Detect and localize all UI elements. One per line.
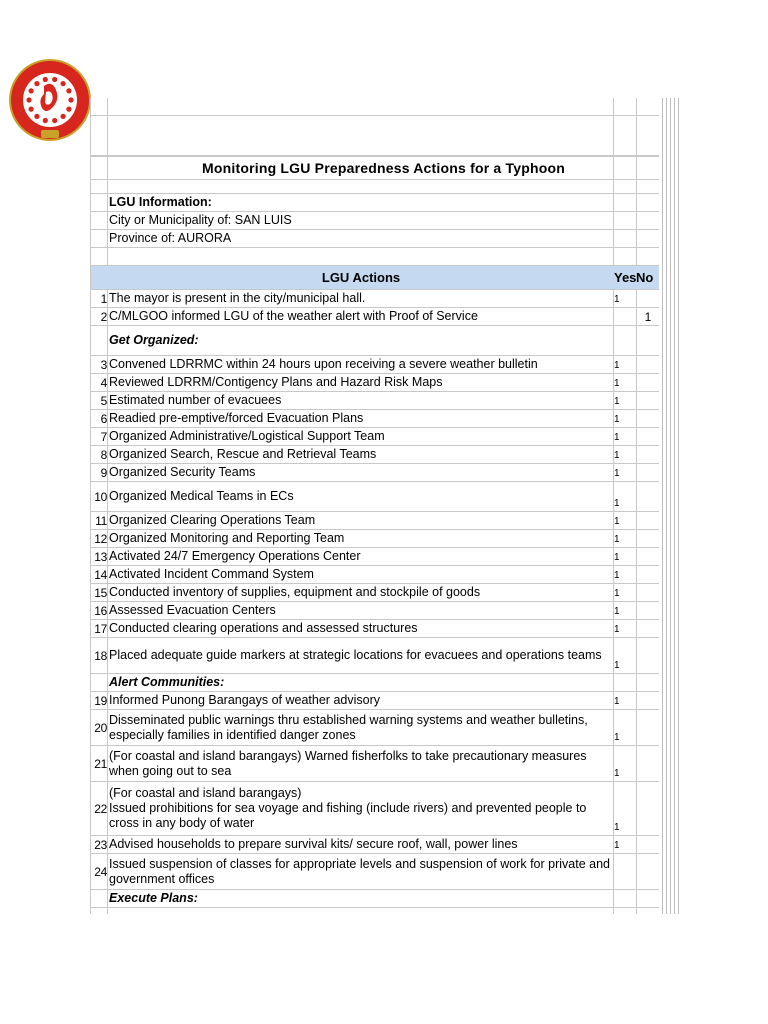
yes-cell: 1 — [614, 660, 620, 671]
action-text: Organized Clearing Operations Team — [109, 513, 316, 527]
table-row — [91, 782, 659, 836]
seal-figure — [34, 114, 39, 119]
yes-cell: 1 — [614, 696, 620, 707]
lgu-info-heading: LGU Information: — [109, 195, 212, 209]
row-number: 24 — [94, 864, 107, 879]
seal-figure — [34, 81, 39, 86]
row-number: 12 — [94, 531, 107, 546]
no-cell — [638, 710, 658, 745]
yes-cell — [614, 308, 636, 325]
action-text: (For coastal and island barangays) Issued prohibitions for sea voyage and fishing (include rivers) and prevented people to cross in any body of water — [109, 786, 587, 830]
page-title: Monitoring LGU Preparedness Actions for a Typhoon — [202, 160, 565, 176]
action-text: The mayor is present in the city/municipal hall. — [109, 291, 366, 305]
seal-figure — [29, 88, 34, 93]
action-text: Conducted clearing operations and assessed structures — [109, 621, 418, 635]
seal-figure — [29, 107, 34, 112]
action-text: Organized Administrative/Logistical Support Team — [109, 429, 385, 443]
action-text: Reviewed LDRRM/Contigency Plans and Hazard Risk Maps — [109, 375, 443, 389]
seal-figure — [43, 77, 48, 82]
action-text: Placed adequate guide markers at strategic locations for evacuees and operations teams — [109, 648, 602, 662]
yes-cell: 1 — [614, 534, 620, 545]
table-row — [91, 602, 659, 620]
no-cell — [638, 620, 658, 637]
no-cell — [638, 782, 658, 835]
action-text: Activated Incident Command System — [109, 567, 314, 581]
table-row — [91, 620, 659, 638]
row-number: 3 — [100, 357, 107, 372]
sheet-row — [91, 248, 659, 266]
section-row — [91, 890, 659, 908]
no-cell — [638, 530, 658, 547]
row-number: 9 — [100, 465, 107, 480]
row-number: 16 — [94, 603, 107, 618]
seal-figure — [61, 114, 66, 119]
row-number: 8 — [100, 447, 107, 462]
table-row — [91, 548, 659, 566]
table-row — [91, 410, 659, 428]
header-no: No — [636, 270, 654, 285]
yes-cell: 1 — [614, 498, 620, 509]
table-row — [91, 392, 659, 410]
yes-cell: 1 — [614, 468, 620, 479]
action-text: Disseminated public warnings thru established warning systems and weather bulletins, especially families in identified danger zones — [109, 712, 588, 742]
row-number: 17 — [94, 621, 107, 636]
table-row — [91, 584, 659, 602]
table-row — [91, 710, 659, 746]
no-cell — [638, 464, 658, 481]
row-number: 11 — [95, 513, 107, 528]
table-row — [91, 638, 659, 674]
row-number: 6 — [100, 411, 107, 426]
table-row — [91, 482, 659, 512]
no-cell — [638, 428, 658, 445]
table-row — [91, 446, 659, 464]
no-cell — [638, 482, 658, 511]
row-number: 18 — [94, 648, 107, 663]
row-number: 20 — [94, 720, 107, 735]
no-cell — [638, 290, 658, 307]
yes-cell: 1 — [614, 450, 620, 461]
no-cell — [638, 836, 658, 853]
row-number: 19 — [94, 693, 107, 708]
seal-figure — [61, 81, 66, 86]
table-row — [91, 512, 659, 530]
sheet-row — [91, 180, 659, 194]
seal-figure — [66, 107, 71, 112]
table-row — [91, 854, 659, 890]
no-cell: 1 — [644, 309, 652, 324]
city-municipality: City or Municipality of: SAN LUIS — [109, 213, 292, 227]
table-row — [91, 746, 659, 782]
no-cell — [638, 548, 658, 565]
seal-figure — [52, 118, 57, 123]
action-text: Advised households to prepare survival kits/ secure roof, wall, power lines — [109, 837, 518, 851]
no-cell — [638, 584, 658, 601]
table-row — [91, 530, 659, 548]
section-row — [91, 326, 659, 356]
yes-cell: 1 — [614, 294, 620, 305]
seal-figure — [26, 97, 31, 102]
action-text: Organized Security Teams — [109, 465, 256, 479]
action-text: Organized Medical Teams in ECs — [109, 489, 294, 503]
column-edge-strip — [659, 98, 681, 914]
lgu-info-row — [91, 230, 659, 248]
yes-cell: 1 — [614, 432, 620, 443]
row-number: 15 — [94, 585, 107, 600]
spreadsheet — [90, 98, 659, 914]
sheet-row — [91, 116, 659, 156]
action-text: Activated 24/7 Emergency Operations Center — [109, 549, 361, 563]
header-yes: Yes — [614, 270, 637, 285]
title-row — [91, 156, 659, 180]
yes-cell: 1 — [614, 396, 620, 407]
no-cell — [638, 392, 658, 409]
action-text: Convened LDRRMC within 24 hours upon receiving a severe weather bulletin — [109, 357, 538, 371]
no-cell — [638, 602, 658, 619]
row-number: 22 — [94, 801, 107, 816]
section-heading: Alert Communities: — [109, 675, 225, 689]
sheet-row — [91, 98, 659, 116]
yes-cell — [614, 854, 636, 889]
seal-figure — [68, 97, 73, 102]
table-row — [91, 374, 659, 392]
no-cell — [638, 854, 658, 889]
action-text: Organized Monitoring and Reporting Team — [109, 531, 345, 545]
action-text: Organized Search, Rescue and Retrieval Teams — [109, 447, 377, 461]
no-cell — [638, 746, 658, 781]
yes-cell: 1 — [614, 588, 620, 599]
action-text: C/MLGOO informed LGU of the weather alert with Proof of Service — [109, 309, 478, 323]
yes-cell: 1 — [614, 516, 620, 527]
yes-cell: 1 — [614, 414, 620, 425]
action-text: Issued suspension of classes for appropriate levels and suspension of work for private and government offices — [109, 856, 610, 886]
row-number: 14 — [94, 567, 107, 582]
section-heading: Get Organized: — [109, 333, 199, 347]
yes-cell: 1 — [614, 378, 620, 389]
no-cell — [638, 356, 658, 373]
province: Province of: AURORA — [109, 231, 232, 245]
yes-cell: 1 — [614, 822, 620, 833]
no-cell — [638, 512, 658, 529]
section-row — [91, 674, 659, 692]
table-row — [91, 464, 659, 482]
no-cell — [638, 410, 658, 427]
row-number: 13 — [94, 549, 107, 564]
yes-cell: 1 — [614, 606, 620, 617]
dilg-seal-logo — [8, 58, 92, 142]
row-number: 7 — [100, 429, 107, 444]
table-row — [91, 692, 659, 710]
action-text: Informed Punong Barangays of weather advisory — [109, 693, 380, 707]
yes-cell: 1 — [614, 552, 620, 563]
no-cell — [638, 374, 658, 391]
yes-cell: 1 — [614, 768, 620, 779]
yes-cell: 1 — [614, 360, 620, 371]
action-text: Conducted inventory of supplies, equipment and stockpile of goods — [109, 585, 481, 599]
yes-cell: 1 — [614, 570, 620, 581]
table-header — [91, 266, 659, 290]
no-cell — [638, 638, 658, 673]
no-cell — [638, 566, 658, 583]
row-number: 21 — [94, 756, 107, 771]
table-row — [91, 308, 659, 326]
row-number: 10 — [94, 489, 107, 504]
table-row — [91, 836, 659, 854]
action-text: Assessed Evacuation Centers — [109, 603, 276, 617]
row-number: 23 — [94, 837, 107, 852]
section-heading: Execute Plans: — [109, 891, 198, 905]
no-cell — [638, 446, 658, 463]
table-row — [91, 428, 659, 446]
table-row — [91, 356, 659, 374]
row-number: 4 — [100, 375, 107, 390]
table-row — [91, 566, 659, 584]
yes-cell: 1 — [614, 624, 620, 635]
yes-cell: 1 — [614, 840, 620, 851]
header-lgu-actions: LGU Actions — [321, 270, 401, 285]
row-number: 2 — [100, 309, 107, 324]
seal-figure — [43, 118, 48, 123]
no-cell — [638, 692, 658, 709]
table-row — [91, 290, 659, 308]
lgu-info-row — [91, 212, 659, 230]
row-number: 5 — [100, 393, 107, 408]
lgu-info-row — [91, 194, 659, 212]
action-text: (For coastal and island barangays) Warned fisherfolks to take precautionary measures when going out to sea — [109, 748, 587, 778]
action-text: Readied pre-emptive/forced Evacuation Plans — [109, 411, 364, 425]
seal-figure — [66, 88, 71, 93]
row-number: 1 — [100, 291, 107, 306]
yes-cell: 1 — [614, 732, 620, 743]
action-text: Estimated number of evacuees — [109, 393, 282, 407]
seal-figure — [52, 77, 57, 82]
